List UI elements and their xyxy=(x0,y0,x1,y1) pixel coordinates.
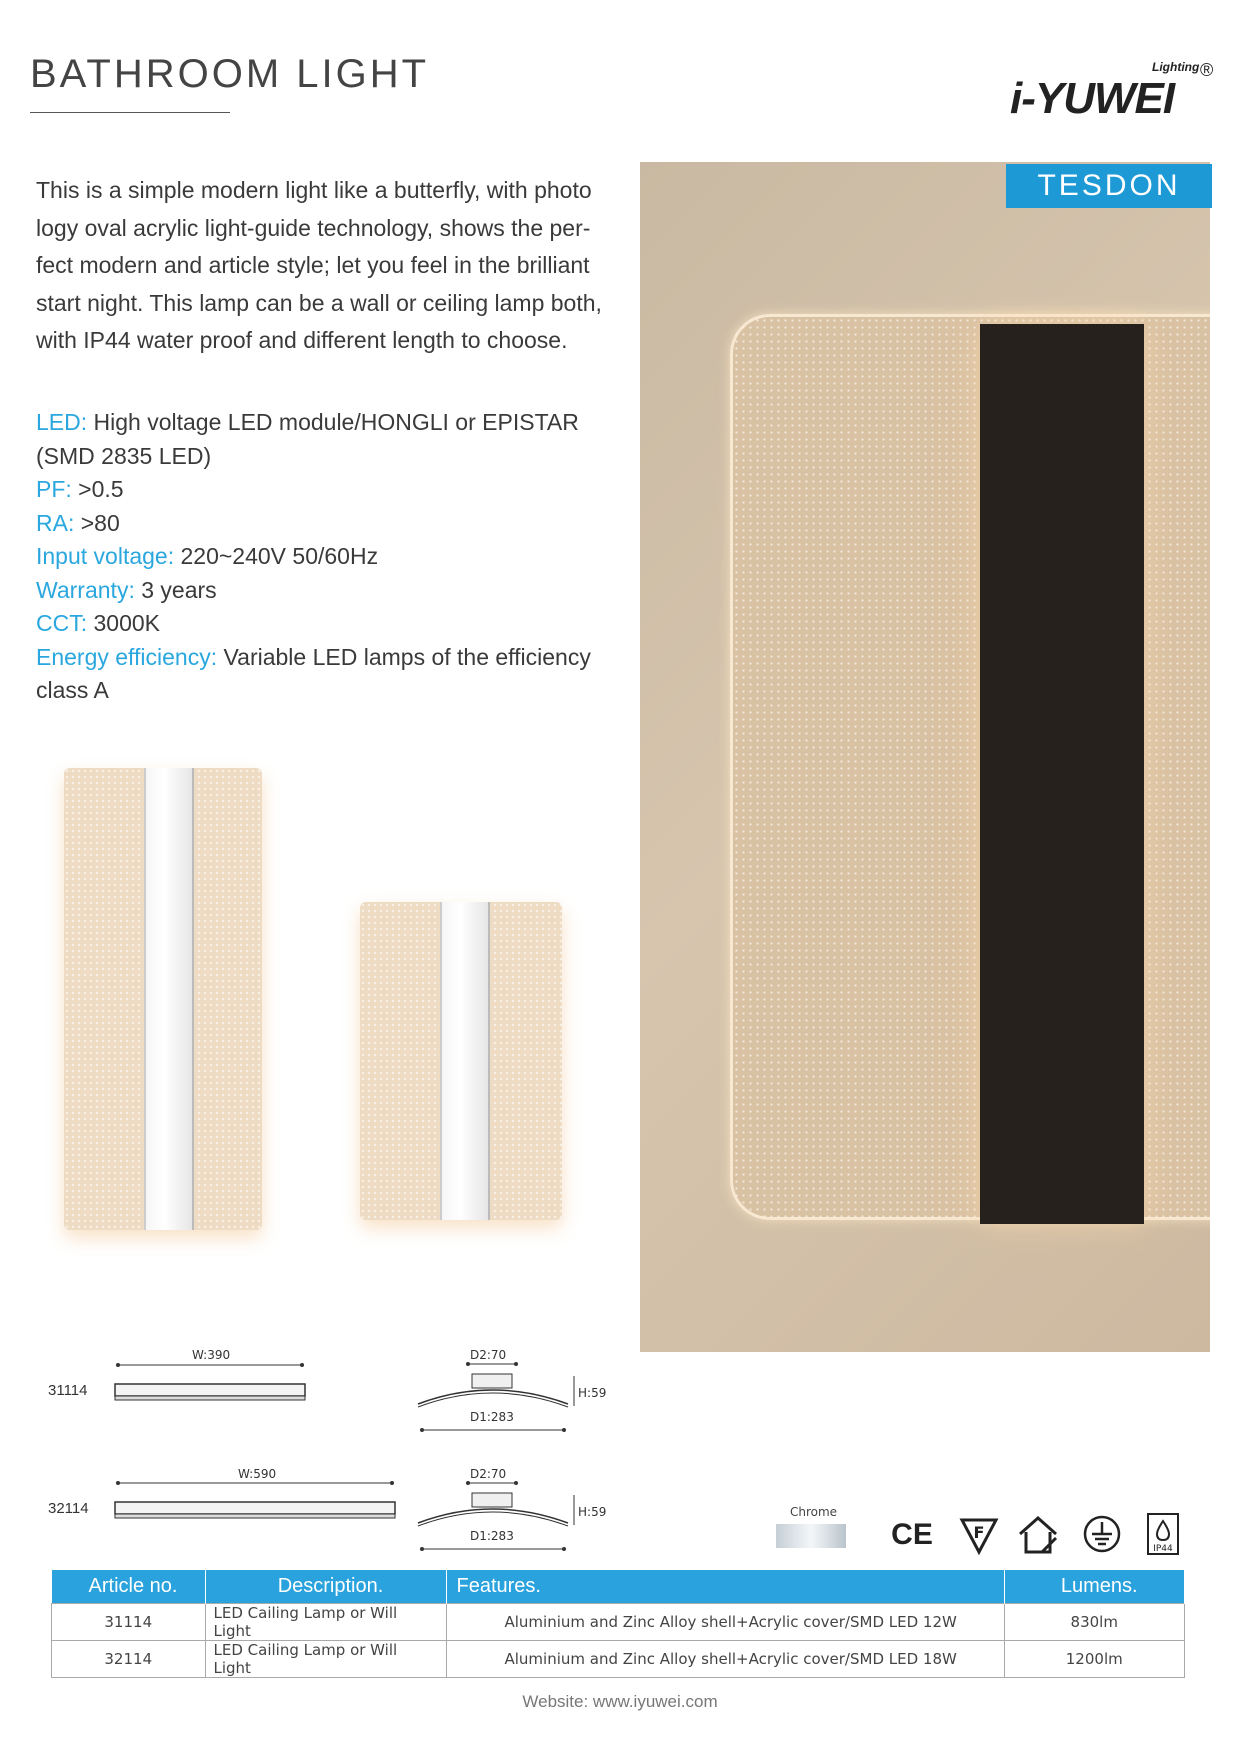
spec-warranty xyxy=(36,574,636,608)
product-photo xyxy=(640,162,1210,1352)
header-features: Features. xyxy=(446,1570,1004,1604)
spec-input-voltage xyxy=(36,540,636,574)
spec-label: Input voltage: xyxy=(36,543,175,569)
spec-cct xyxy=(36,607,636,641)
series-badge: TESDON xyxy=(1006,164,1212,208)
logo-brand: i-YUWEI xyxy=(1010,74,1175,123)
spec-value: 3 years xyxy=(141,576,217,603)
cell-description: LED Cailing Lamp or Will Light xyxy=(205,1604,446,1641)
header-article: Article no. xyxy=(52,1570,206,1604)
drawing-depth-label: D2:70 xyxy=(470,1348,507,1362)
drawing-code: 31114 xyxy=(48,1382,88,1399)
website-footer[interactable]: Website: www.iyuwei.com xyxy=(522,1692,718,1711)
product-description: This is a simple modern light like a butterfly, with photo logy oval acrylic light-guide technology, shows the per- fect modern and article style; let you feel in the brilliant start night. This lamp can be a wall or ceiling lamp both, with IP44 water proof and different length to choose. xyxy=(36,177,602,353)
spec-label: CCT: xyxy=(36,610,88,636)
table-header-row xyxy=(52,1570,1185,1604)
brand-logo xyxy=(1010,60,1220,123)
drawing-front-view xyxy=(110,1478,400,1538)
drawing-code: 32114 xyxy=(48,1500,89,1517)
drawing-side-view xyxy=(410,1481,580,1553)
drawing-width-label: W:390 xyxy=(192,1348,231,1362)
spec-value: High voltage LED module/HONGLI or EPISTAR (SMD 2835 LED) xyxy=(36,409,579,469)
ce-mark-icon: CE xyxy=(891,1518,933,1551)
f-mark-icon xyxy=(958,1516,1000,1556)
spec-label: RA: xyxy=(36,509,75,536)
spec-value: 3000K xyxy=(93,610,161,636)
indoor-use-icon xyxy=(1016,1514,1060,1556)
product-table xyxy=(51,1570,1185,1678)
spec-value: >0.5 xyxy=(78,476,124,502)
f-mark-text: F xyxy=(973,1523,985,1542)
title-underline xyxy=(30,112,230,113)
drawing-width-label: W:590 xyxy=(238,1467,277,1481)
page-title: BATHROOM LIGHT xyxy=(30,52,430,96)
spec-energy-efficiency xyxy=(36,641,636,708)
spec-label: PF: xyxy=(36,476,72,502)
header-description: Description. xyxy=(205,1570,446,1604)
spec-led xyxy=(36,406,636,473)
spec-pf xyxy=(36,473,636,507)
cell-article: 31114 xyxy=(52,1604,206,1641)
drawing-height-label: H:59 xyxy=(578,1505,607,1519)
cell-lumens: 830lm xyxy=(1004,1604,1185,1641)
cell-features: Aluminium and Zinc Alloy shell+Acrylic cover/SMD LED 18W xyxy=(446,1641,1004,1678)
drawing-height-label: H:59 xyxy=(578,1386,607,1400)
drawing-d1-label: D1:283 xyxy=(470,1410,514,1424)
drawing-d1-label: D1:283 xyxy=(470,1529,514,1543)
logo-subtitle: Lighting xyxy=(1152,60,1200,74)
cell-features: Aluminium and Zinc Alloy shell+Acrylic cover/SMD LED 12W xyxy=(446,1604,1004,1641)
ip44-rating-icon xyxy=(1146,1512,1180,1556)
registered-mark: ® xyxy=(1200,60,1214,80)
product-image-small xyxy=(360,902,562,1220)
table-row xyxy=(52,1604,1185,1641)
drawing-depth-label: D2:70 xyxy=(470,1467,507,1481)
earth-ground-icon xyxy=(1082,1514,1122,1554)
cell-description: LED Cailing Lamp or Will Light xyxy=(205,1641,446,1678)
spec-value: Variable LED lamps of the efficiency class A xyxy=(36,643,591,703)
drawing-front-view xyxy=(110,1360,310,1420)
table-row xyxy=(52,1641,1185,1678)
header-lumens: Lumens. xyxy=(1004,1570,1185,1604)
spec-value: 220~240V 50/60Hz xyxy=(180,543,379,569)
ip44-text: IP44 xyxy=(1153,1544,1173,1554)
spec-list xyxy=(36,406,636,708)
drawing-side-view xyxy=(410,1362,580,1434)
spec-ra xyxy=(36,507,636,541)
chrome-swatch xyxy=(776,1524,846,1548)
lamp-body xyxy=(980,324,1144,1224)
finish-label: Chrome xyxy=(790,1505,838,1519)
cell-article: 32114 xyxy=(52,1641,206,1678)
spec-label: Energy efficiency: xyxy=(36,643,218,670)
spec-label: Warranty: xyxy=(36,576,135,603)
product-image-large xyxy=(64,768,262,1230)
spec-value: >80 xyxy=(80,509,120,536)
cell-lumens: 1200lm xyxy=(1004,1641,1185,1678)
spec-label: LED: xyxy=(36,409,88,435)
